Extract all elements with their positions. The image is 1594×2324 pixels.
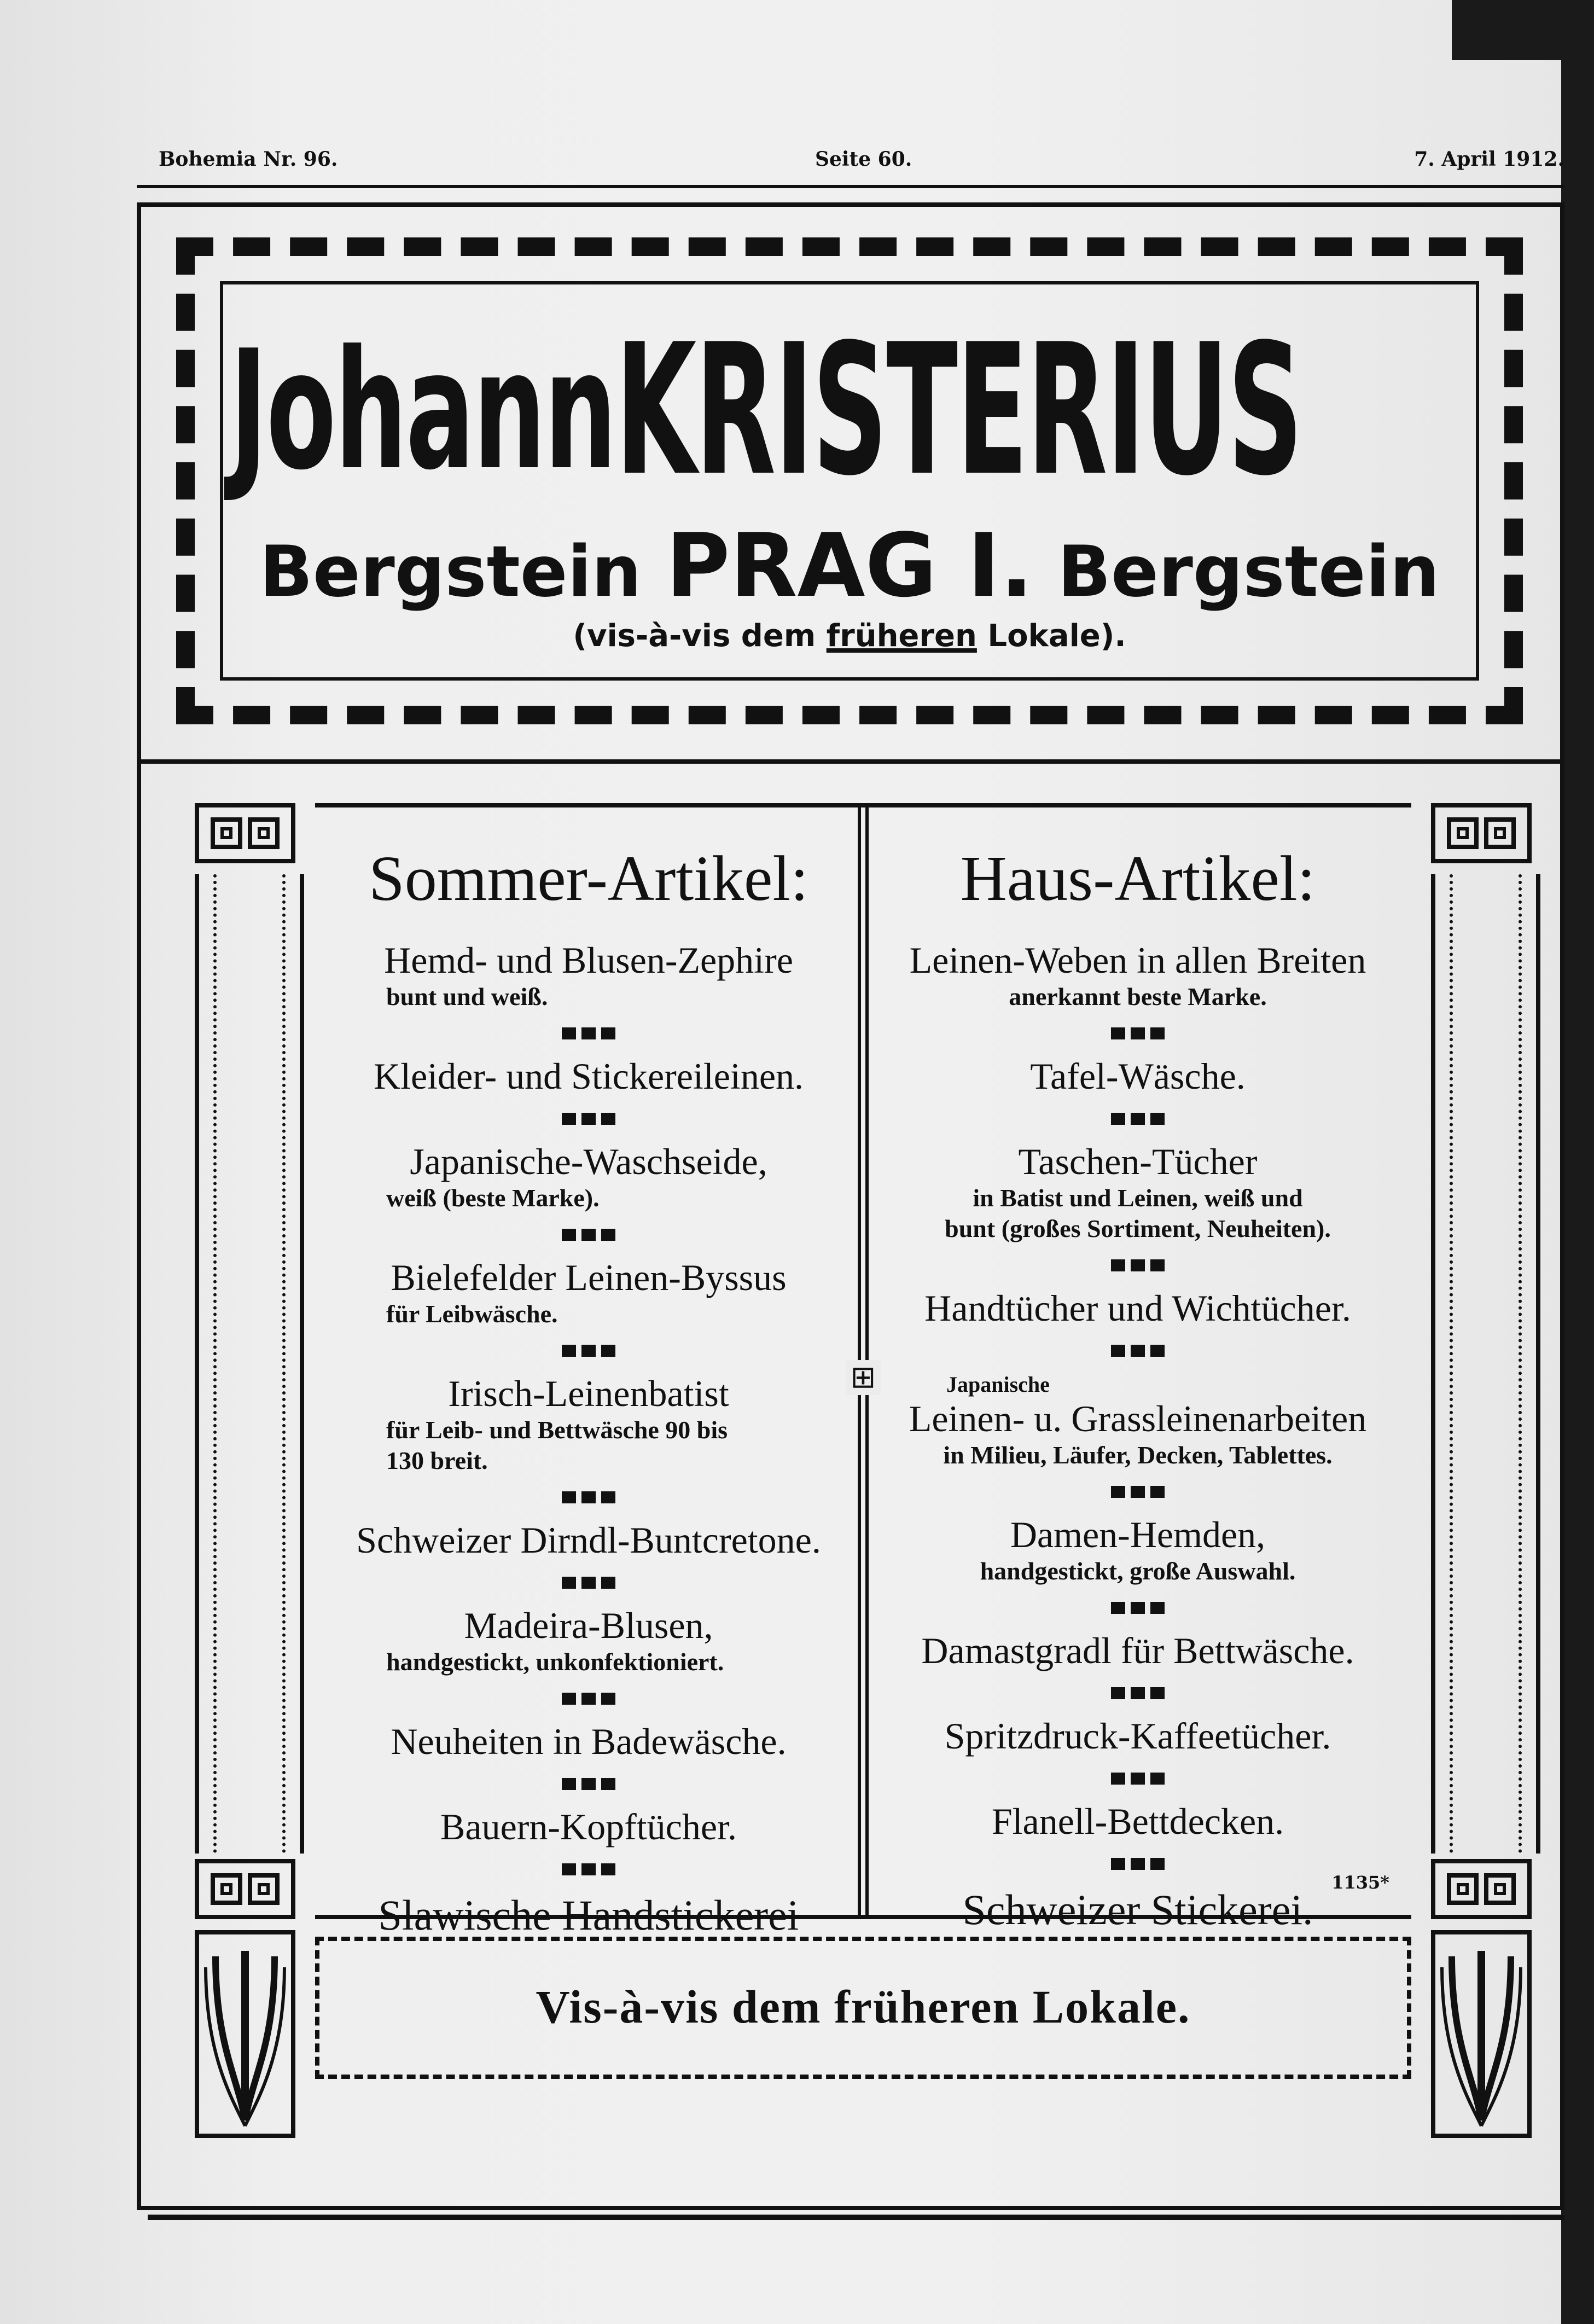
separator-icon [881, 1113, 1395, 1127]
house-articles-column [881, 840, 1395, 1934]
list-item-detail: handgestickt, große Auswahl. [980, 1557, 1296, 1585]
visavis-post: Lokale). [987, 618, 1126, 654]
separator-icon [331, 1229, 846, 1243]
list-item: Taschen-Tücher [1018, 1141, 1258, 1182]
list-item: Damen-Hemden, [1010, 1514, 1266, 1555]
lower-ornamental-frame [185, 803, 1541, 2193]
tulip-ornament-icon [1431, 1930, 1532, 2138]
list-item-detail: handgestickt, unkonfektioniert. [386, 1648, 724, 1676]
square-ornament-icon [1431, 1859, 1532, 1919]
separator-icon [881, 1259, 1395, 1274]
summer-title: Sommer-Artikel: [369, 843, 808, 914]
address-city: PRAG I. [666, 514, 1033, 617]
square-ornament-icon [195, 803, 295, 863]
banner-divider [141, 759, 1560, 764]
tulip-ornament-icon [195, 1930, 295, 2138]
separator-icon [331, 1491, 846, 1506]
list-item: Damastgradl für Bettwäsche. [921, 1630, 1354, 1671]
list-item: Bauern-Kopftücher. [440, 1806, 737, 1847]
separator-icon [331, 1027, 846, 1042]
ad-reference-number: 1135* [1331, 1872, 1389, 1893]
list-item-detail: weiß (beste Marke). [386, 1184, 600, 1212]
address-line [223, 514, 1476, 617]
list-item-detail: bunt (großes Sortiment, Neuheiten). [945, 1215, 1331, 1242]
address-right: Bergstein [1057, 531, 1440, 613]
banner-frame [176, 237, 1523, 724]
separator-icon [881, 1345, 1395, 1359]
footer-box [315, 1937, 1411, 2079]
separator-icon [881, 1486, 1395, 1500]
list-item-detail: in Milieu, Läufer, Decken, Tablettes. [943, 1441, 1333, 1469]
separator-icon [331, 1577, 846, 1591]
right-ornament-column [1421, 803, 1541, 2193]
list-item: Schweizer Dirndl-Buntcretone. [356, 1519, 821, 1561]
list-item: Slawische Handstickerei [378, 1891, 799, 1939]
header-rule [137, 185, 1564, 188]
list-item-detail: für Leib- und Bettwäsche 90 bis [386, 1416, 728, 1444]
address-left: Bergstein [259, 531, 642, 613]
visavis-pre: (vis-à-vis dem [573, 618, 816, 654]
separator-icon [331, 1778, 846, 1792]
list-item-detail: anerkannt beste Marke. [1009, 983, 1267, 1010]
square-ornament-icon [195, 1859, 295, 1919]
brand-first-name: Johann [229, 315, 615, 506]
separator-icon [881, 1773, 1395, 1787]
separator-icon [331, 1693, 846, 1707]
scan-edge [1561, 0, 1594, 2324]
list-item: Tafel-Wäsche. [1030, 1055, 1246, 1097]
list-item-detail: bunt und weiß. [386, 983, 548, 1010]
advertisement [137, 202, 1564, 2210]
separator-icon [881, 1027, 1395, 1042]
summer-articles-column [331, 840, 846, 1940]
right-rail [1431, 874, 1540, 1854]
list-item: Hemd- und Blusen-Zephire [384, 939, 793, 981]
list-item-detail: in Batist und Leinen, weiß und [973, 1184, 1303, 1212]
list-item: Neuheiten in Badewäsche. [391, 1721, 787, 1762]
article-columns [315, 803, 1411, 1939]
header-issue: Bohemia Nr. 96. [159, 148, 338, 171]
list-item: Japanische-Waschseide, [410, 1141, 767, 1182]
separator-icon [331, 1345, 846, 1359]
visavis-underlined: früheren [826, 618, 977, 654]
separator-icon [881, 1602, 1395, 1616]
list-item: Leinen- u. Grassleinenarbeiten [909, 1398, 1367, 1439]
list-item-detail: 130 breit. [386, 1446, 488, 1474]
list-item: Leinen-Weben in allen Breiten [909, 939, 1366, 981]
footer-text: Vis-à-vis dem früheren Lokale. [536, 1980, 1191, 2033]
list-item-detail: für Leibwäsche. [386, 1300, 558, 1328]
list-item: Madeira-Blusen, [464, 1605, 713, 1646]
header-date: 7. April 1912. [1414, 148, 1564, 171]
left-ornament-column [185, 803, 305, 2193]
list-item: Handtücher und Wichtücher. [924, 1287, 1351, 1329]
banner-inner-frame [220, 281, 1479, 681]
separator-icon [881, 1687, 1395, 1701]
list-item: Irisch-Leinenbatist [448, 1373, 729, 1414]
house-title: Haus-Artikel: [960, 843, 1316, 914]
page-header [159, 148, 1564, 181]
separator-icon [881, 1858, 1395, 1872]
list-item: Schweizer Stickerei. [962, 1886, 1313, 1933]
bottom-rule [148, 2215, 1564, 2220]
brand-last-name: KRISTERIUS [615, 305, 1302, 515]
separator-icon [331, 1863, 846, 1878]
brand-name [229, 305, 1514, 515]
left-rail [195, 874, 304, 1854]
list-item-prefix: Japanische [946, 1372, 1050, 1397]
center-ornament-icon: ⊞ [846, 1360, 881, 1395]
header-page-number: Seite 60. [815, 148, 912, 171]
visavis-line [223, 618, 1476, 654]
list-item: Spritzdruck-Kaffeetücher. [944, 1715, 1331, 1757]
list-item: Flanell-Bettdecken. [991, 1800, 1284, 1842]
list-item: Kleider- und Stickereileinen. [373, 1055, 804, 1097]
square-ornament-icon [1431, 803, 1532, 863]
list-item: Bielefelder Leinen-Byssus [391, 1257, 787, 1298]
separator-icon [331, 1113, 846, 1127]
